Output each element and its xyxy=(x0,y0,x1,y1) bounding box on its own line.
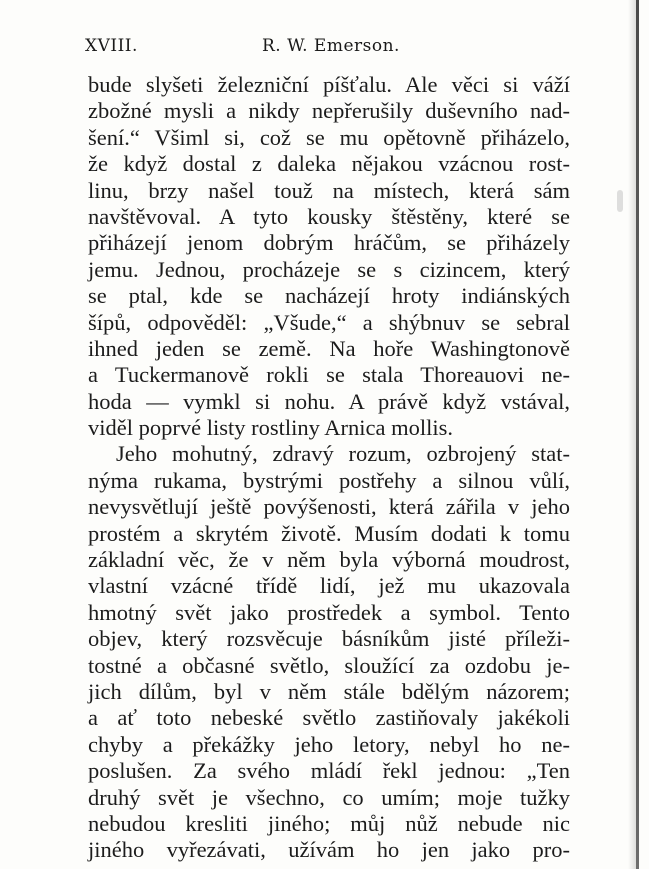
text-line: Jeho mohutný, zdravý rozum, ozbrojený stat- xyxy=(116,441,570,467)
text-line: šení.“ Všiml si, což se mu opětovně přiházelo, xyxy=(88,124,570,150)
text-line: jich dílům, byl v něm stále bdělým názorem; xyxy=(88,678,570,704)
text-line: zbožné mysli a nikdy nepřerušily duševního nad- xyxy=(88,98,570,124)
page-number: XVIII. xyxy=(85,36,138,56)
text-line: nýma rukama, bystrými postřehy a silnou vůlí, xyxy=(88,467,570,493)
text-line: jemu. Jednou, procházeje se s cizincem, který xyxy=(88,256,570,282)
text-line: prostém a skrytém životě. Musím dodati k tomu xyxy=(88,520,570,546)
text-line: nevysvětlují ještě povýšenosti, která zářila v jeho xyxy=(88,494,570,520)
text-line: viděl poprvé listy rostliny Arnica mollis. xyxy=(88,415,453,441)
text-line: přiházejí jenom dobrým hráčům, se přiházely xyxy=(88,230,570,256)
text-line: a Tuckermanově rokli se stala Thoreauovi ne- xyxy=(88,362,570,388)
binding-shadow xyxy=(628,0,636,869)
text-line: linu, brzy našel touž na místech, která sám xyxy=(88,177,570,203)
stray-mark xyxy=(617,190,623,212)
text-line: chyby a překážky jeho letory, nebyl ho ne- xyxy=(88,731,570,757)
text-line: že když dostal z daleka nějakou vzácnou rost- xyxy=(88,151,570,177)
text-line: šípů, odpověděl: „Všude,“ a shýbnuv se sebral xyxy=(88,309,570,335)
text-line: jiného vyřezávati, užívám ho jen jako pro- xyxy=(88,837,570,863)
page-header xyxy=(85,36,575,60)
text-line: tostné a občasné světlo, sloužící za ozdobu je- xyxy=(88,652,570,678)
text-line: se ptal, kde se nacházejí hroty indiánských xyxy=(88,283,570,309)
page-binding-edge xyxy=(636,0,639,869)
text-line: poslušen. Za svého mládí řekl jednou: „Ten xyxy=(88,758,570,784)
text-line: základní věc, že v něm byla výborná moudrost, xyxy=(88,547,570,573)
text-line: objev, který rozsvěcuje básníkům jisté příleži- xyxy=(88,626,570,652)
text-line: navštěvoval. A tyto kousky štěstěny, které se xyxy=(88,203,570,229)
text-line: vlastní vzácné třídě lidí, jež mu ukazovala xyxy=(88,573,570,599)
text-line: bude slyšeti železniční píšťalu. Ale věci si váží xyxy=(88,72,570,97)
running-title: R. W. Emerson. xyxy=(262,36,400,56)
text-line: hmotný svět jako prostředek a symbol. Tento xyxy=(88,599,570,625)
text-line: druhý svět je všechno, co umím; moje tužky xyxy=(88,784,570,810)
text-line: hoda — vymkl si nohu. A právě když vstával, xyxy=(88,388,570,414)
text-line: nebudou kresliti jiného; můj nůž nebude nic xyxy=(88,810,570,836)
text-line: a ať toto nebeské světlo zastiňovaly jakékoli xyxy=(88,705,570,731)
body-text xyxy=(88,72,570,864)
text-line: ihned jeden se země. Na hoře Washingtonově xyxy=(88,335,570,361)
